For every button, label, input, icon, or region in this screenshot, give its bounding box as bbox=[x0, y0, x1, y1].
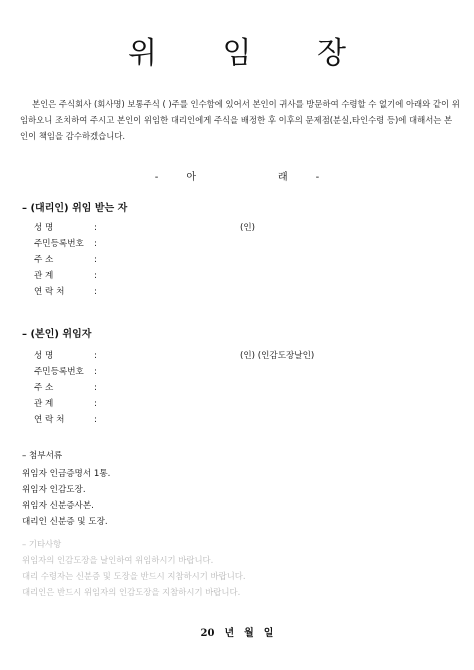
field-label: 관 계 bbox=[34, 271, 54, 281]
seal-mark: (인) (인감도장날인) bbox=[240, 351, 315, 361]
heading-left: 아 bbox=[186, 172, 196, 183]
date-line bbox=[0, 624, 474, 639]
section-heading bbox=[0, 168, 474, 183]
field-colon: : bbox=[94, 367, 97, 377]
page-title: 위 임 장 bbox=[127, 36, 374, 71]
attachments-list bbox=[22, 466, 110, 530]
attachment-item: 위임자 신분증사본. bbox=[22, 501, 94, 511]
field-colon: : bbox=[94, 271, 97, 281]
field-label: 주민등록번호 bbox=[34, 239, 84, 249]
field-colon: : bbox=[94, 223, 97, 233]
field-label: 주 소 bbox=[34, 383, 54, 393]
date-year-unit: 년 bbox=[224, 628, 235, 639]
field-colon: : bbox=[94, 287, 97, 297]
field-colon: : bbox=[94, 383, 97, 393]
attachment-item: 위임자 인금증명서 1통. bbox=[22, 469, 111, 479]
field-label: 주민등록번호 bbox=[34, 367, 84, 377]
heading-dash-right: - bbox=[315, 172, 320, 183]
attachments-title: – 첨부서류 bbox=[22, 451, 63, 461]
date-year: 20 bbox=[200, 628, 215, 639]
date-day-unit: 일 bbox=[263, 628, 274, 639]
field-label: 주 소 bbox=[34, 255, 54, 265]
field-label: 연 락 처 bbox=[34, 415, 65, 425]
heading-dash-left: - bbox=[154, 172, 159, 183]
misc-item: 대리 수령자는 신분증 및 도장을 반드시 지참하시기 바랍니다. bbox=[22, 571, 246, 581]
field-label: 성 명 bbox=[34, 351, 54, 361]
attachment-item: 위임자 인감도장. bbox=[22, 485, 86, 495]
date-month-unit: 월 bbox=[244, 628, 254, 639]
field-colon: : bbox=[94, 239, 97, 249]
misc-item: 대리인은 반드시 위임자의 인감도장을 지참하시기 바랍니다. bbox=[22, 587, 241, 597]
field-colon: : bbox=[94, 415, 97, 425]
agent-section-title: – (대리인) 위임 받는 자 bbox=[22, 203, 128, 214]
intro-paragraph: 본인은 주식회사 (회사명) 보통주식 ( )주를 인수함에 있어서 본인이 귀사를 방문하여 수령할 수 없기에 아래와 같이 위임하오니 조치하여 주시고 본인이 위임한 대리인에게 주식을 배정한 후 이후의 문제점(분실,타인수령 등)에 대해서는 본인이 책임을 감수하겠습니다. bbox=[20, 99, 460, 141]
field-label: 연 락 처 bbox=[34, 287, 65, 297]
seal-mark: (인) bbox=[240, 223, 256, 233]
field-colon: : bbox=[94, 351, 97, 361]
field-colon: : bbox=[94, 399, 97, 409]
principal-section-title: – (본인) 위임자 bbox=[22, 329, 92, 340]
field-colon: : bbox=[94, 255, 97, 265]
field-label: 관 계 bbox=[34, 399, 54, 409]
misc-item: 위임자의 인감도장을 날인하여 위임하시기 바랍니다. bbox=[22, 555, 214, 565]
misc-title: – 기타사항 bbox=[22, 539, 62, 549]
attachment-item: 대리인 신분증 및 도장. bbox=[22, 517, 108, 527]
misc-notes bbox=[22, 536, 246, 600]
field-label: 성 명 bbox=[34, 223, 54, 233]
heading-right: 래 bbox=[278, 172, 288, 183]
